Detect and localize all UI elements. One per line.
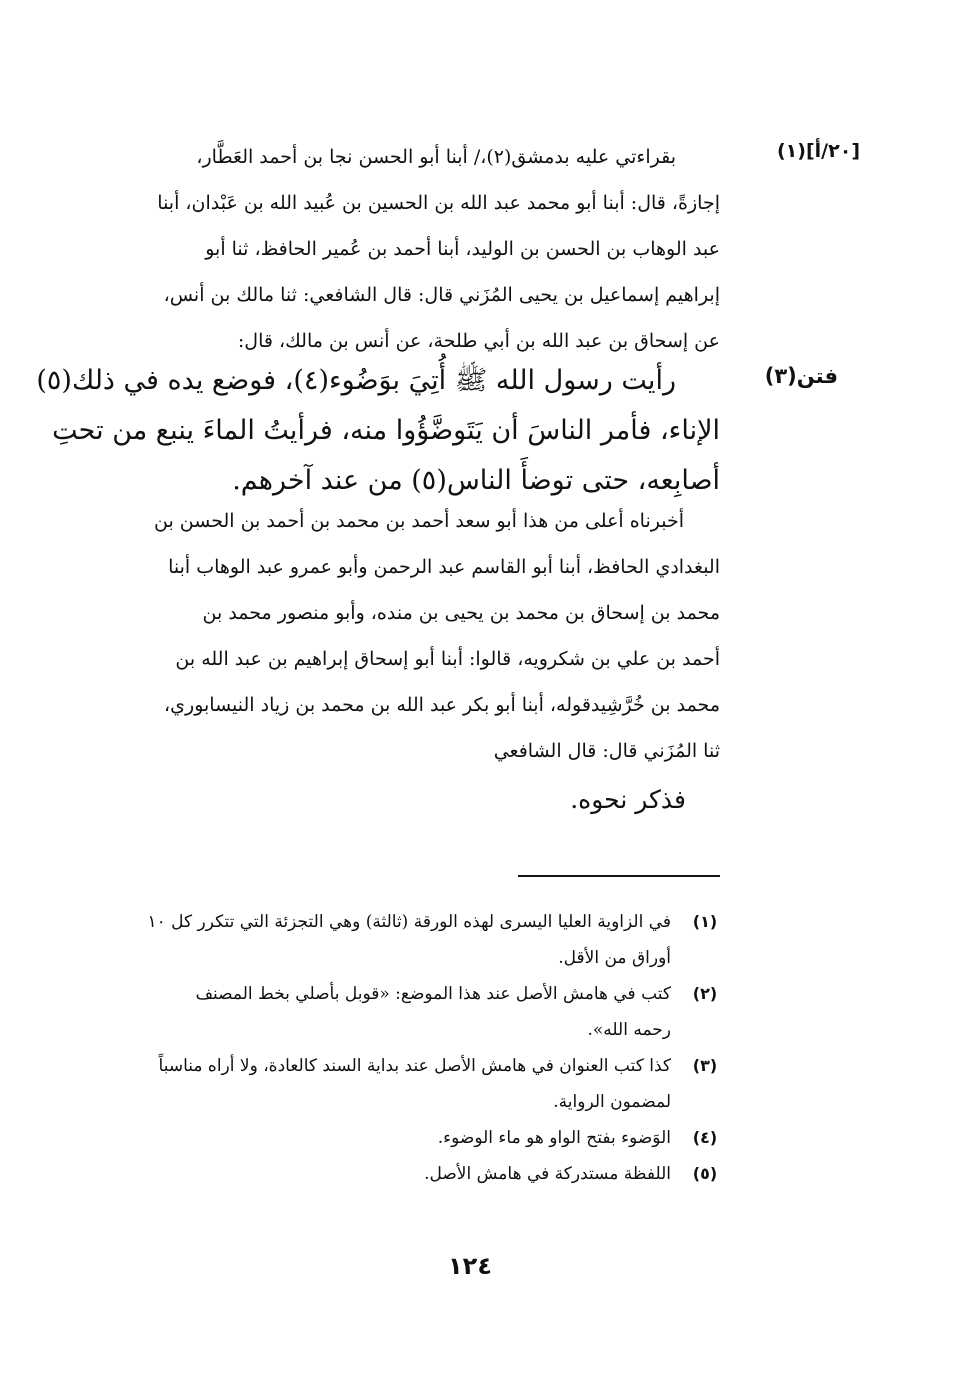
text-line: بقراءتي عليه بدمشق(٢)،/ أبنا أبو الحسن نجا بن أحمد العَطَّار، [196, 146, 676, 168]
footnote-text: كذا كتب العنوان في هامش الأصل عند بداية السند كالعادة، ولا أراه مناسباً [158, 1056, 671, 1076]
footnote-text: رحمه الله». [587, 1020, 671, 1040]
text-line: إبراهيم إسماعيل بن يحيى المُزَني قال: قال الشافعي: ثنا مالك بن أنس، [163, 284, 720, 306]
text-line: محمد بن خُرَّشِيدقوله، أبنا أبو بكر عبد الله بن محمد بن زياد النيسابوري، [164, 694, 720, 716]
footnote-number: (٥) [692, 1164, 718, 1183]
footnote-separator [518, 875, 720, 877]
footnote-number: (٢) [692, 984, 718, 1003]
footnote-item [100, 1048, 725, 1120]
text-line: أحمد بن علي بن شكرويه، قالوا: أبنا أبو إسحاق إبراهيم بن عبد الله بن [175, 648, 720, 670]
footnote-text: في الزاوية العليا اليسرى لهذه الورقة (ثالثة) وهي التجزئة التي تتكرر كل ١٠ [147, 912, 671, 932]
text-line: أصابِعه، حتى توضأَ الناس(٥) من عند آخرهم. [232, 465, 720, 496]
text-line: ثنا المُزَني قال: قال الشافعي [493, 740, 720, 762]
text-line: عبد الوهاب بن الحسن بن الوليد، أبنا أحمد بن عُمير الحافظ، ثنا أبو [205, 238, 720, 260]
footnote-item [100, 1120, 725, 1156]
text-line: إجازةً، قال: أبنا أبو محمد عبد الله بن الحسين بن عُبيد الله بن عَبْدان، أبنا [157, 192, 720, 214]
text-line: الإناء، فأمر الناسَ أن يَتَوضَّؤُوا منه، فرأيتُ الماءَ ينبع من تحتِ [52, 415, 720, 446]
footnote-text: كتب في هامش الأصل عند هذا الموضع: «قوبل بأصلي بخط المصنف [195, 984, 671, 1004]
section-title-margin: فتن(٣) [764, 364, 838, 388]
text-line: البغدادي الحافظ، أبنا أبو القاسم عبد الرحمن وأبو عمرو عبد الوهاب أبنا [168, 556, 720, 578]
closing-phrase: فذكر نحوه. [570, 785, 686, 814]
footnote-text: لمضمون الرواية. [553, 1092, 671, 1112]
footnote-item [100, 904, 725, 976]
hadith-text [36, 356, 720, 506]
folio-marker: [٢٠/أ](١) [776, 140, 860, 162]
footnote-number: (٤) [692, 1128, 718, 1147]
text-line: عن إسحاق بن عبد الله بن أبي طلحة، عن أنس بن مالك، قال: [237, 330, 720, 352]
footnote-number: (١) [692, 912, 718, 931]
footnotes [100, 904, 725, 1192]
footnote-text: اللفظة مستدركة في هامش الأصل. [424, 1164, 671, 1184]
isnad-paragraph-1 [100, 134, 720, 364]
footnote-item [100, 976, 725, 1048]
footnote-text: الوَضوء بفتح الواو هو ماء الوضوء. [437, 1128, 671, 1148]
text-line: رأيت رسول الله ﷺ أُتِيَ بوَضُوء(٤)، فوضع يده في ذلك(٥) [36, 365, 676, 396]
footnote-text: أوراق من الأقل. [558, 948, 671, 968]
text-line: محمد بن إسحاق بن محمد بن يحيى بن منده، وأبو منصور محمد بن [202, 602, 720, 624]
isnad-paragraph-2 [100, 498, 720, 774]
footnote-item [100, 1156, 725, 1192]
footnote-number: (٣) [692, 1056, 718, 1075]
text-line: أخبرناه أعلى من هذا أبو سعد أحمد بن محمد بن أحمد بن الحسن بن [154, 510, 684, 532]
page-number: ١٢٤ [448, 1252, 492, 1280]
